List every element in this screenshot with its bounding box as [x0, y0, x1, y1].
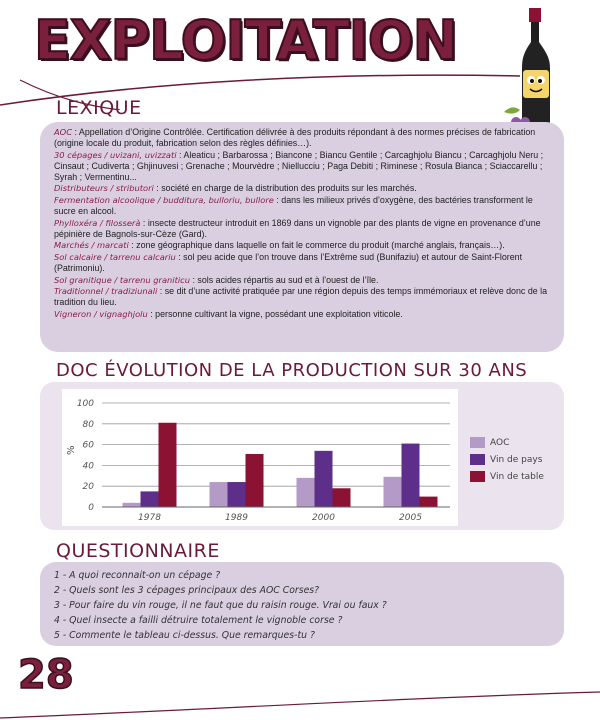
- lexique-definition: : insecte destructeur introduit en 1869 dans un vignoble par des plants de vigne en provenance d’une pépinière de Bagnols-sur-Cèze (Gard).: [54, 217, 541, 239]
- lexique-entry: [54, 286, 552, 308]
- lexique-entry: [54, 218, 552, 240]
- bar-chart: [62, 389, 458, 526]
- y-tick-label: 20: [82, 482, 94, 493]
- footer-curve: [0, 690, 600, 720]
- bar-vin-de-table: [333, 488, 351, 507]
- bar-vin-de-pays: [141, 491, 159, 507]
- bar-aoc: [297, 478, 315, 507]
- x-tick-label: 1978: [138, 513, 161, 523]
- bar-vin-de-table: [246, 454, 264, 507]
- lexique-term: 30 cépages / uvizani, uvizzati: [54, 149, 177, 160]
- question-item: 3 - Pour faire du vin rouge, il ne faut que du raisin rouge. Vrai ou faux ?: [54, 600, 387, 611]
- bar-aoc: [384, 477, 402, 507]
- bar-aoc: [123, 503, 141, 507]
- legend-swatch-vin-de-table: [470, 471, 485, 482]
- y-tick-label: 40: [82, 461, 94, 472]
- lexique-definition: : sols acides répartis au sud et à l’ouest de l’île.: [190, 274, 379, 285]
- lexique-term: Traditionnel / tradiziunali: [54, 286, 158, 297]
- lexique-term: Sol calcaire / tarrenu calcariu: [54, 252, 176, 263]
- lexique-entry: [54, 183, 552, 194]
- lexique-entry: [54, 127, 552, 149]
- lexique-term: Vigneron / vignaghjolu: [54, 309, 148, 319]
- page-number: 28: [18, 652, 74, 698]
- y-tick-label: 100: [76, 399, 94, 409]
- y-tick-label: 80: [82, 419, 94, 430]
- legend-item: [470, 452, 544, 467]
- lexique-entry: [54, 240, 552, 251]
- legend-label: AOC: [490, 437, 510, 448]
- questionnaire-box: [40, 562, 564, 646]
- y-tick-label: 60: [82, 440, 94, 451]
- legend-label: Vin de pays: [490, 454, 543, 465]
- section-title-questionnaire: QUESTIONNAIRE: [56, 540, 220, 562]
- lexique-definition: : zone géographique dans laquelle on fait le commerce du produit (marché anglais, français…).: [128, 240, 505, 251]
- chart-area: [62, 389, 458, 526]
- y-tick-label: 0: [88, 503, 94, 513]
- lexique-definition: : se dit d’une activité pratiquée par une région depuis des temps immémoriaux et relève donc de la tradition du lieu.: [54, 286, 548, 308]
- question-item: 2 - Quels sont les 3 cépages principaux des AOC Corses?: [54, 585, 320, 596]
- lexique-definition: : Aleaticu ; Barbarossa ; Biancone ; Biancu Gentile ; Carcaghjolu Biancu ; Carcaghjolu Neru ; Cinsaut ; Cudiverta ; Ghjinuvesi ; Grenache ; Mourvèdre ; Niellucciu ; Paga Debiti ; Riminese ; Rosula Bianca ; Sciaccarellu ; Syrah ; Vermentinu...: [54, 149, 544, 182]
- y-axis-label: %: [66, 445, 77, 455]
- x-tick-label: 1989: [225, 513, 248, 523]
- lexique-term: Marchés / marcati: [54, 240, 129, 251]
- chart-legend: [470, 435, 544, 486]
- legend-item: [470, 469, 544, 484]
- lexique-definition: : dans les milieux privés d’oxygène, des bactéries transforment le sucre en alcool.: [54, 195, 533, 217]
- x-tick-label: 2005: [399, 513, 422, 523]
- x-tick-label: 2000: [312, 513, 335, 523]
- lexique-definition: : Appellation d’Origine Contrôlée. Certification délivrée à des produits répondant à des normes précises de fabrication (origine locale du produit, fabrication selon des règles définies…).: [54, 127, 536, 149]
- lexique-term: Sol granitique / tarrenu graniticu: [54, 274, 190, 285]
- bar-aoc: [210, 482, 228, 507]
- bar-vin-de-pays: [228, 482, 246, 507]
- question-item: 4 - Quel insecte a failli détruire totalement le vignoble corse ?: [54, 615, 343, 626]
- lexique-definition: : société en charge de la distribution des produits sur les marchés.: [153, 183, 417, 194]
- question-item: 5 - Commente le tableau ci-dessus. Que remarques-tu ?: [54, 630, 315, 641]
- lexique-definition: : sol peu acide que l’on trouve dans l’Extrême sud (Bunifaziu) et autour de Saint-Florent (Patrimoniu).: [54, 252, 523, 274]
- legend-swatch-aoc: [470, 437, 485, 448]
- lexique-entry: [54, 150, 552, 183]
- bar-vin-de-pays: [402, 444, 420, 507]
- page-title: EXPLOITATION: [34, 9, 457, 72]
- bar-vin-de-pays: [315, 451, 333, 507]
- bar-vin-de-table: [420, 497, 438, 507]
- lexique-entry: [54, 252, 552, 274]
- legend-item: [470, 435, 544, 450]
- lexique-entry: [54, 195, 552, 217]
- legend-label: Vin de table: [490, 471, 544, 482]
- lexique-entry: [54, 275, 552, 286]
- lexique-term: Phylloxéra / filosserà: [54, 217, 141, 228]
- lexique-term: Fermentation alcoolique / budditura, bulloriu, bullore: [54, 195, 274, 206]
- lexique-term: AOC: [54, 127, 72, 137]
- bar-vin-de-table: [159, 423, 177, 507]
- legend-swatch-vin-de-pays: [470, 454, 485, 465]
- lexique-definition: : personne cultivant la vigne, possédant une exploitation viticole.: [147, 309, 403, 319]
- section-title-lexique: LEXIQUE: [56, 97, 142, 119]
- lexique-term: Distributeurs / stributori: [54, 183, 154, 194]
- section-title-doc: DOC ÉVOLUTION DE LA PRODUCTION SUR 30 ANS: [56, 360, 528, 381]
- lexique-entry: [54, 309, 552, 320]
- question-item: 1 - A quoi reconnait-on un cépage ?: [54, 570, 221, 581]
- lexique-box: [40, 122, 564, 352]
